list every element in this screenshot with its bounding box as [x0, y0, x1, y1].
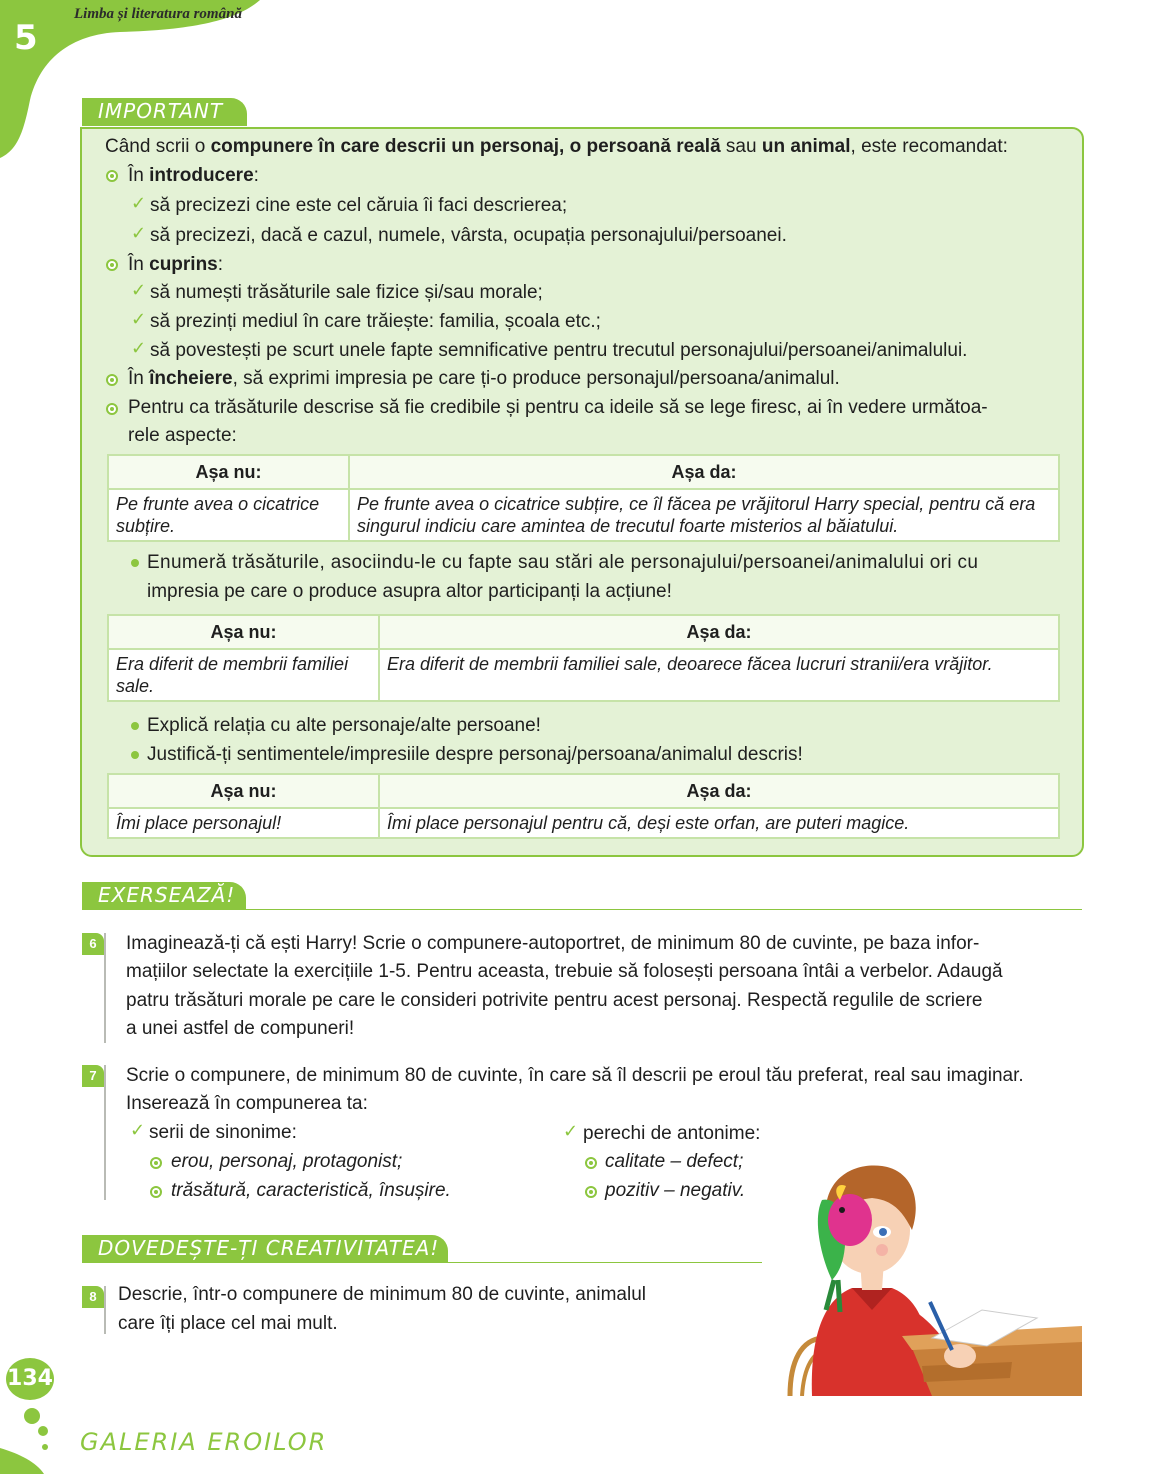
cuprins-item: să prezinți mediul în care trăiește: familia, școala etc.;: [150, 311, 601, 332]
check-icon: ✓: [131, 223, 147, 244]
table-cell-no: Era diferit de membrii familiei sale.: [108, 649, 379, 701]
enumera-line-1: Enumeră trăsăturile, asociindu-le cu fapte sau stări ale personajului/persoanei/animalului ori cu: [147, 552, 979, 573]
exercise-8-line: Descrie, într-o compunere de minimum 80 de cuvinte, animalul: [118, 1284, 647, 1305]
circle-bullet-icon: [106, 259, 118, 271]
table-head-yes: Așa da:: [379, 615, 1059, 649]
introducere-item: să precizezi, dacă e cazul, numele, vârsta, ocupația personajului/persoanei.: [150, 225, 787, 246]
circle-bullet-icon: [106, 374, 118, 386]
table-cell-yes: Îmi place personajul pentru că, deși este orfan, are puteri magice.: [379, 808, 1059, 838]
exercise-7-line: Inserează în compunerea ta:: [126, 1093, 368, 1114]
introducere-item: să precizezi cine este cel căruia îi faci descrierea;: [150, 195, 568, 216]
sinonime-item: trăsătură, caracteristică, însușire.: [171, 1180, 451, 1201]
exerseaza-divider: [82, 909, 1082, 910]
comparison-table-3: [107, 773, 1060, 839]
dot-bullet-icon: [131, 722, 139, 730]
exercise-number-7: 7: [82, 1065, 104, 1087]
footer-title: GALERIA EROILOR: [80, 1428, 328, 1456]
dot-bullet-icon: [131, 559, 139, 567]
exercise-7-line: Scrie o compunere, de minimum 80 de cuvinte, în care să îl descrii pe eroul tău preferat, real sau imaginar.: [126, 1065, 1024, 1086]
footer-corner-shape: [0, 1448, 50, 1474]
table-head-yes: Așa da:: [349, 455, 1059, 489]
sinonime-label: serii de sinonime:: [149, 1122, 297, 1143]
exercise-8-line: care îți place cel mai mult.: [118, 1313, 338, 1334]
check-icon: ✓: [131, 193, 147, 214]
dot-bullet-icon: [131, 751, 139, 759]
circle-bullet-icon: [150, 1186, 162, 1198]
exercise-6-line: Imaginează-ți că ești Harry! Scrie o compunere-autoportret, de minimum 80 de cuvinte, pe baza infor-: [126, 933, 980, 954]
decor-dot: [24, 1408, 40, 1424]
boy-with-parrot-illustration: [782, 1160, 1082, 1396]
justifica-text: Justifică-ți sentimentele/impresiile despre personaj/persoana/animalul descris!: [147, 744, 803, 765]
circle-bullet-icon: [585, 1157, 597, 1169]
subject-title: Limba și literatura română: [74, 6, 242, 22]
exercise-6-line: mațiilor selectate la exercițiile 1-5. Pentru aceasta, trebuie să folosești persoana întâi a verbelor. Adaugă: [126, 961, 1003, 982]
table-head-no: Așa nu:: [108, 615, 379, 649]
check-icon: ✓: [131, 338, 147, 359]
antonime-label: perechi de antonime:: [583, 1123, 761, 1144]
exercise-number-8: 8: [82, 1286, 104, 1308]
page-number: 134: [6, 1358, 54, 1400]
cuprins-item: să numești trăsăturile sale fizice și/sau morale;: [150, 282, 543, 303]
exercise-8-rule: [104, 1286, 106, 1334]
table-head-no: Așa nu:: [108, 774, 379, 808]
exerseaza-tab: EXERSEAZĂ!: [82, 882, 246, 910]
exercise-6-line: patru trăsături morale pe care le consideri potrivite pentru acest personaj. Respectă regulile de scriere: [126, 990, 983, 1011]
circle-bullet-icon: [106, 170, 118, 182]
check-icon: ✓: [131, 280, 147, 301]
table-cell-yes: Pe frunte avea o cicatrice subțire, ce îl făcea pe vrăjitorul Harry special, pentru că era singurul indiciu care amintea de trecutul foarte misterios al băiatului.: [349, 489, 1059, 541]
comparison-table-1: [107, 454, 1060, 542]
creativitate-tab: DOVEDEȘTE-ȚI CREATIVITATEA!: [82, 1235, 448, 1263]
important-intro: Când scrii o compunere în care descrii un personaj, o persoană reală sau un animal, este recomandat:: [105, 136, 1008, 157]
pentru-line-2: rele aspecte:: [128, 425, 237, 446]
sinonime-item: erou, personaj, protagonist;: [171, 1151, 403, 1172]
antonime-item: pozitiv – negativ.: [605, 1180, 746, 1201]
important-tab: IMPORTANT: [82, 98, 247, 126]
cuprins-heading: În cuprins:: [128, 254, 224, 275]
exercise-7-rule: [104, 1065, 106, 1200]
comparison-table-2: [107, 614, 1060, 702]
table-head-no: Așa nu:: [108, 455, 349, 489]
incheiere-text: În încheiere, să exprimi impresia pe care ți-o produce personajul/persoana/animalul.: [128, 368, 840, 389]
pentru-line-1: Pentru ca trăsăturile descrise să fie credibile și pentru ca ideile să se lege firesc, ai în vedere următoa-: [128, 397, 988, 418]
table-cell-no: Îmi place personajul!: [108, 808, 379, 838]
creativitate-divider: [82, 1262, 762, 1263]
circle-bullet-icon: [150, 1157, 162, 1169]
chapter-number: 5: [14, 18, 38, 58]
introducere-heading: În introducere:: [128, 165, 259, 186]
check-icon: ✓: [131, 309, 147, 330]
table-head-yes: Așa da:: [379, 774, 1059, 808]
check-icon: ✓: [563, 1121, 579, 1142]
enumera-line-2: impresia pe care o produce asupra altor participanți la acțiune!: [147, 581, 672, 602]
exercise-6-rule: [104, 933, 106, 1043]
table-cell-no: Pe frunte avea o cicatrice subțire.: [108, 489, 349, 541]
circle-bullet-icon: [106, 403, 118, 415]
circle-bullet-icon: [585, 1186, 597, 1198]
table-cell-yes: Era diferit de membrii familiei sale, deoarece făcea lucruri stranii/era vrăjitor.: [379, 649, 1059, 701]
decor-dot: [38, 1426, 48, 1436]
check-icon: ✓: [130, 1120, 146, 1141]
cuprins-item: să povestești pe scurt unele fapte semnificative pentru trecutul personajului/persoanei/animalului.: [150, 340, 968, 361]
antonime-item: calitate – defect;: [605, 1151, 744, 1172]
exercise-number-6: 6: [82, 933, 104, 955]
explica-text: Explică relația cu alte personaje/alte persoane!: [147, 715, 541, 736]
exercise-6-line: a unei astfel de compuneri!: [126, 1018, 355, 1039]
